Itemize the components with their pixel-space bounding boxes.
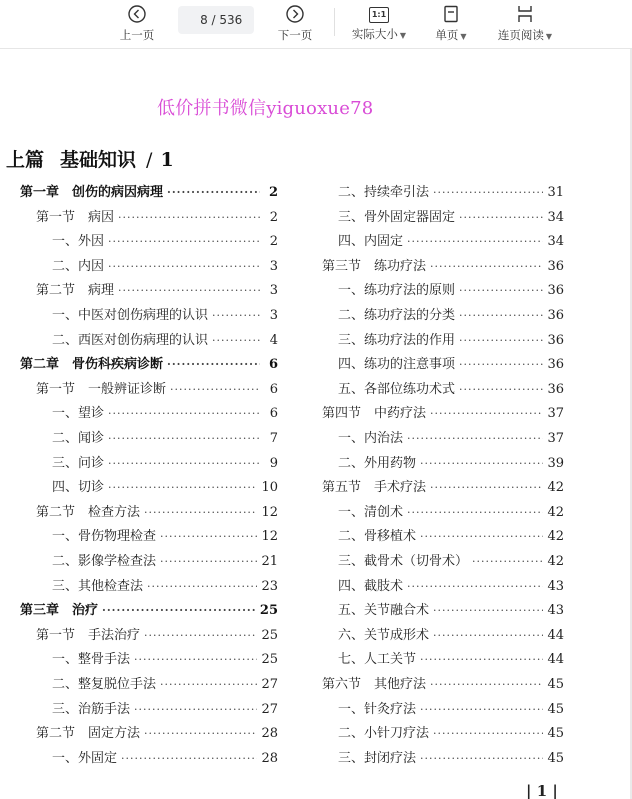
zoom-label: 实际大小 (351, 27, 398, 41)
toc-item-entry (338, 429, 564, 449)
toc-dot-leader (118, 281, 260, 301)
toc-dot-leader (430, 404, 543, 424)
toc-entry-page: 27 (261, 701, 278, 717)
toc-entry-title: 二、练功疗法的分类 (338, 308, 456, 323)
toc-entry-page: 7 (269, 431, 278, 446)
toc-item-entry (52, 577, 278, 597)
toc-entry-title: 一、清创术 (338, 504, 404, 520)
toc-dot-leader (420, 700, 543, 720)
toc-entry-page: 6 (268, 357, 278, 373)
toc-item-entry (338, 454, 564, 474)
toc-dot-leader (459, 331, 543, 351)
toc-dot-leader (102, 601, 256, 621)
toc-entry-title: 一、外因 (52, 234, 105, 250)
toc-item-entry (338, 232, 564, 252)
toc-item-entry (338, 355, 564, 375)
toc-entry-page: 36 (547, 283, 564, 299)
continuous-reading-dropdown[interactable] (492, 2, 558, 46)
toc-entry-page: 36 (547, 308, 564, 323)
toc-entry-title: 二、西医对创伤病理的认识 (52, 332, 209, 348)
toc-section-entry (36, 503, 278, 523)
toc-entry-title: 第一节 手法治疗 (36, 627, 141, 643)
toc-section-entry (322, 257, 564, 277)
toc-entry-page: 2 (268, 185, 278, 200)
toc-entry-page: 12 (261, 504, 278, 520)
toc-dot-leader (407, 429, 543, 449)
toc-item-entry (52, 454, 278, 474)
toc-item-entry (52, 675, 278, 695)
chevron-left-circle-icon (127, 4, 147, 24)
toc-item-entry (338, 380, 564, 400)
toc-dot-leader (167, 183, 260, 203)
toc-dot-leader (108, 429, 260, 449)
toc-entry-title: 第一章 创伤的病因病理 (20, 185, 164, 200)
toc-entry-title: 二、骨移植术 (338, 529, 417, 545)
toc-entry-title: 三、问诊 (52, 455, 105, 471)
toc-section-entry (36, 208, 278, 228)
toc-item-entry (52, 478, 278, 498)
toc-entry-title: 四、内固定 (338, 234, 404, 250)
toc-entry-title: 一、针灸疗法 (338, 701, 417, 717)
toc-entry-title: 第五节 手术疗法 (322, 480, 427, 496)
toc-entry-title: 二、影像学检查法 (52, 554, 157, 569)
toc-dot-leader (407, 577, 543, 597)
toc-entry-page: 28 (261, 750, 278, 766)
toc-section-entry (36, 724, 278, 744)
toc-entry-page: 45 (547, 701, 564, 717)
toc-dot-leader (160, 527, 257, 547)
toc-entry-title: 二、整复脱位手法 (52, 677, 157, 692)
toc-dot-leader (459, 355, 543, 375)
toc-dot-leader (420, 454, 543, 474)
toc-entry-page: 25 (259, 603, 278, 619)
toc-item-entry (52, 527, 278, 547)
part-heading (6, 145, 174, 172)
toc-dot-leader (433, 724, 543, 744)
toc-section-entry (36, 380, 278, 400)
toc-entry-title: 第一节 病因 (36, 209, 115, 225)
toc-entry-title: 三、其他检查法 (52, 578, 144, 594)
toc-entry-page: 42 (547, 504, 564, 520)
next-page-button[interactable] (272, 2, 318, 46)
toc-dot-leader (430, 478, 543, 498)
toc-entry-title: 二、小针刀疗法 (338, 726, 430, 742)
toc-item-entry (338, 527, 564, 547)
toc-entry-page: 39 (547, 455, 564, 471)
single-page-icon (441, 4, 461, 24)
prev-page-button[interactable] (114, 2, 160, 46)
toc-entry-page: 9 (269, 455, 278, 471)
toc-entry-title: 三、练功疗法的作用 (338, 332, 456, 348)
toc-item-entry (338, 601, 564, 621)
toc-item-entry (52, 700, 278, 720)
toc-dot-leader (108, 232, 260, 252)
toc-entry-title: 第二章 骨伤科疾病诊断 (20, 357, 164, 373)
toc-dot-leader (407, 232, 543, 252)
toc-entry-page: 43 (547, 603, 564, 619)
toc-entry-title: 一、骨伤物理检查 (52, 529, 157, 545)
page-number-input[interactable] (190, 13, 208, 27)
toc-dot-leader (212, 331, 260, 351)
next-page-label: 下一页 (277, 28, 313, 42)
toc-entry-page: 25 (261, 652, 278, 668)
toc-dot-leader (170, 380, 260, 400)
page-number: 1 (536, 782, 548, 799)
toc-entry-title: 第六节 其他疗法 (322, 677, 427, 692)
toc-entry-title: 第三章 治疗 (20, 603, 99, 619)
toc-chapter-entry (20, 183, 278, 203)
toc-entry-title: 一、练功疗法的原则 (338, 283, 456, 299)
toc-entry-title: 七、人工关节 (338, 652, 417, 668)
total-pages: / 536 (211, 13, 243, 27)
toc-dot-leader (108, 404, 260, 424)
toc-entry-title: 一、内治法 (338, 431, 404, 446)
toc-dot-leader (433, 183, 543, 203)
toc-entry-page: 21 (261, 554, 278, 569)
toc-entry-title: 第三节 练功疗法 (322, 258, 427, 274)
viewer-toolbar (0, 0, 632, 49)
toc-dot-leader (420, 749, 543, 769)
toc-entry-title: 第一节 一般辨证诊断 (36, 381, 167, 397)
toc-dot-leader (212, 306, 260, 326)
continuous-pages-icon (515, 4, 535, 24)
zoom-dropdown[interactable] (346, 2, 412, 46)
toc-entry-title: 第二节 固定方法 (36, 726, 141, 742)
toc-entry-page: 44 (547, 652, 564, 668)
toc-entry-page: 37 (547, 406, 564, 422)
toc-dot-leader (134, 650, 257, 670)
toc-item-entry (52, 404, 278, 424)
toc-entry-page: 36 (547, 258, 564, 274)
toc-item-entry (52, 331, 278, 351)
toc-entry-title: 第二节 检查方法 (36, 504, 141, 520)
toc-dot-leader (144, 626, 257, 646)
toc-dot-leader (459, 306, 543, 326)
toc-dot-leader (459, 208, 543, 228)
toc-dot-leader (433, 626, 543, 646)
toc-chapter-entry (20, 355, 278, 375)
toc-dot-leader (430, 257, 543, 277)
toc-item-entry (338, 749, 564, 769)
toc-item-entry (338, 552, 564, 572)
toc-entry-page: 42 (547, 554, 564, 569)
page-mode-dropdown[interactable] (430, 2, 472, 46)
toc-entry-page: 36 (547, 357, 564, 373)
toc-entry-page: 25 (261, 627, 278, 643)
toc-dot-leader (459, 281, 543, 301)
toc-entry-title: 三、截骨术（切骨术） (338, 554, 469, 569)
toc-item-entry (338, 577, 564, 597)
toc-item-entry (338, 724, 564, 744)
toc-entry-title: 二、内因 (52, 258, 105, 274)
toc-entry-title: 二、外用药物 (338, 455, 417, 471)
toc-entry-page: 36 (547, 381, 564, 397)
page-indicator (178, 6, 254, 34)
toc-entry-title: 五、关节融合术 (338, 603, 430, 619)
chevron-down-icon: ▼ (460, 32, 467, 41)
toc-dot-leader (420, 527, 543, 547)
toc-entry-page: 6 (269, 381, 278, 397)
page-footer-number: | 1 | (526, 782, 558, 799)
toc-section-entry (36, 281, 278, 301)
toc-entry-title: 四、截肢术 (338, 578, 404, 594)
toc-item-entry (52, 306, 278, 326)
toc-item-entry (338, 650, 564, 670)
actual-size-icon: 1:1 (369, 7, 389, 23)
toc-dot-leader (420, 650, 543, 670)
toc-dot-leader (433, 601, 543, 621)
toc-entry-title: 一、外固定 (52, 750, 118, 766)
toc-entry-title: 二、持续牵引法 (338, 185, 430, 200)
toc-item-entry (338, 626, 564, 646)
toolbar-divider (334, 8, 335, 36)
chevron-down-icon: ▼ (545, 32, 553, 41)
toc-entry-page: 42 (547, 529, 564, 545)
toc-entry-title: 第四节 中药疗法 (322, 406, 427, 422)
toc-dot-leader (160, 552, 257, 572)
toc-item-entry (52, 429, 278, 449)
toc-entry-page: 27 (261, 677, 278, 692)
part-page: 1 (160, 149, 174, 171)
toc-dot-leader (121, 749, 257, 769)
toc-entry-page: 12 (261, 529, 278, 545)
toc-entry-page: 3 (269, 258, 278, 274)
toc-chapter-entry (20, 601, 278, 621)
toc-entry-page: 45 (547, 677, 564, 692)
toc-dot-leader (167, 355, 260, 375)
toc-dot-leader (144, 503, 257, 523)
toc-item-entry (52, 257, 278, 277)
toc-entry-page: 2 (269, 234, 278, 250)
toc-entry-title: 五、各部位练功术式 (338, 381, 456, 397)
toc-entry-page: 4 (269, 332, 278, 348)
toc-entry-title: 一、望诊 (52, 406, 105, 422)
toc-entry-page: 45 (547, 750, 564, 766)
toc-dot-leader (407, 503, 543, 523)
watermark-text: 低价拼书微信yiguoxue78 (157, 98, 374, 119)
toc-entry-page: 31 (547, 185, 564, 200)
toc-entry-page: 10 (261, 480, 278, 496)
toc-entry-page: 37 (547, 431, 564, 446)
toc-entry-page: 3 (269, 283, 278, 299)
toc-dot-leader (147, 577, 257, 597)
part-title-text: 基础知识 (60, 149, 137, 171)
toc-entry-page: 43 (547, 578, 564, 594)
toc-dot-leader (430, 675, 543, 695)
toc-section-entry (36, 626, 278, 646)
chevron-right-circle-icon (285, 4, 305, 24)
toc-entry-title: 一、中医对创伤病理的认识 (52, 308, 209, 323)
toc-entry-title: 三、封闭疗法 (338, 750, 417, 766)
toc-entry-title: 六、关节成形术 (338, 627, 430, 643)
toc-entry-page: 34 (547, 234, 564, 250)
toc-entry-page: 44 (547, 627, 564, 643)
toc-entry-page: 42 (547, 480, 564, 496)
part-separator: / (146, 149, 153, 171)
toc-item-entry (52, 232, 278, 252)
toc-item-entry (52, 650, 278, 670)
toc-entry-page: 2 (269, 209, 278, 225)
toc-dot-leader (108, 257, 260, 277)
toc-entry-title: 四、切诊 (52, 480, 105, 496)
toc-item-entry (338, 281, 564, 301)
toc-entry-title: 三、治筋手法 (52, 701, 131, 717)
toc-item-entry (338, 503, 564, 523)
toc-entry-page: 23 (261, 578, 278, 594)
toc-entry-title: 四、练功的注意事项 (338, 357, 456, 373)
single-page-label: 单页 (435, 28, 459, 42)
toc-entry-page: 36 (547, 332, 564, 348)
toc-dot-leader (472, 552, 543, 572)
toc-entry-page: 45 (547, 726, 564, 742)
toc-item-entry (338, 208, 564, 228)
toc-dot-leader (160, 675, 257, 695)
toc-entry-title: 一、整骨手法 (52, 652, 131, 668)
toc-item-entry (338, 331, 564, 351)
toc-entry-page: 6 (269, 406, 278, 422)
toc-dot-leader (144, 724, 257, 744)
toc-item-entry (338, 700, 564, 720)
prev-page-label: 上一页 (119, 28, 155, 42)
part-label: 上篇 (6, 149, 45, 171)
continuous-label: 连页阅读 (497, 28, 544, 42)
toc-dot-leader (459, 380, 543, 400)
document-page (0, 49, 632, 799)
toc-item-entry (52, 552, 278, 572)
toc-entry-title: 第二节 病理 (36, 283, 115, 299)
toc-dot-leader (134, 700, 257, 720)
toc-dot-leader (108, 454, 260, 474)
toc-entry-page: 34 (547, 209, 564, 225)
toc-dot-leader (108, 478, 257, 498)
toc-section-entry (322, 404, 564, 424)
toc-entry-title: 二、闻诊 (52, 431, 105, 446)
toc-item-entry (338, 306, 564, 326)
toc-entry-page: 3 (269, 308, 278, 323)
toc-item-entry (52, 749, 278, 769)
toc-item-entry (338, 183, 564, 203)
chevron-down-icon: ▼ (399, 31, 407, 40)
toc-entry-title: 三、骨外固定器固定 (338, 209, 456, 225)
toc-dot-leader (118, 208, 260, 228)
toc-section-entry (322, 675, 564, 695)
toc-section-entry (322, 478, 564, 498)
toc-entry-page: 28 (261, 726, 278, 742)
